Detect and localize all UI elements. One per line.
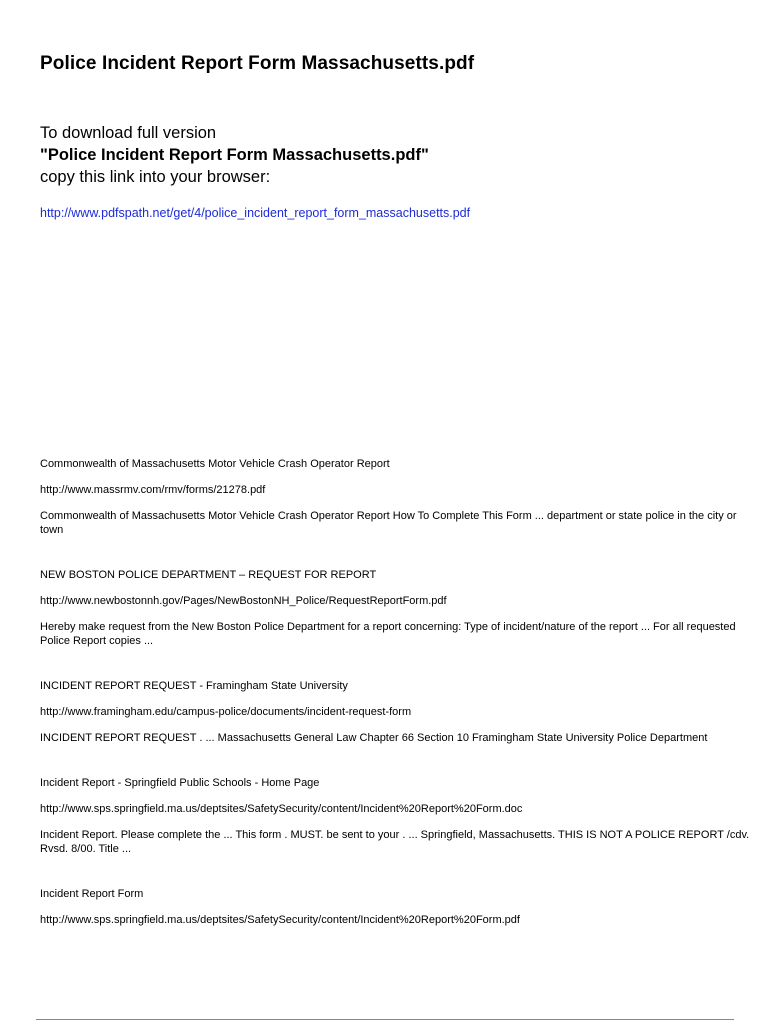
intro-line: To download full version <box>40 124 217 142</box>
result-title: INCIDENT REPORT REQUEST - Framingham State University <box>40 680 348 692</box>
result-title: NEW BOSTON POLICE DEPARTMENT – REQUEST FOR REPORT <box>40 569 377 581</box>
result-description: Incident Report. Please complete the ... This form . MUST. be sent to your . ... Springfield, Massachusetts. THIS IS NOT A POLICE REPORT /cdv. Rvsd. 8/00. Title ... <box>40 829 750 855</box>
result-title: Incident Report Form <box>40 888 144 900</box>
result-url[interactable]: http://www.sps.springfield.ma.us/deptsites/SafetySecurity/content/Incident%20Report%20Form.doc <box>40 803 523 815</box>
result-url[interactable]: http://www.newbostonnh.gov/Pages/NewBostonNH_Police/RequestReportForm.pdf <box>40 595 447 607</box>
result-item <box>40 568 752 648</box>
result-description: Commonwealth of Massachusetts Motor Vehicle Crash Operator Report How To Complete This Form ... department or state police in the city or town <box>40 510 737 536</box>
search-results <box>40 457 752 958</box>
download-link[interactable]: http://www.pdfspath.net/get/4/police_incident_report_form_massachusetts.pdf <box>40 206 471 220</box>
result-item <box>40 457 752 537</box>
result-description: INCIDENT REPORT REQUEST . ... Massachusetts General Law Chapter 66 Section 10 Framingham State University Police Department <box>40 732 708 744</box>
download-intro <box>40 122 429 188</box>
result-item <box>40 679 752 745</box>
result-url[interactable]: http://www.sps.springfield.ma.us/deptsites/SafetySecurity/content/Incident%20Report%20Form.pdf <box>40 914 520 926</box>
result-title: Commonwealth of Massachusetts Motor Vehicle Crash Operator Report <box>40 458 390 470</box>
intro-line: copy this link into your browser: <box>40 168 271 186</box>
page-title: Police Incident Report Form Massachusetts.pdf <box>40 53 475 74</box>
result-item <box>40 887 752 927</box>
result-url[interactable]: http://www.massrmv.com/rmv/forms/21278.pdf <box>40 484 266 496</box>
result-title: Incident Report - Springfield Public Schools - Home Page <box>40 777 320 789</box>
result-url[interactable]: http://www.framingham.edu/campus-police/documents/incident-request-form <box>40 706 412 718</box>
intro-filename: "Police Incident Report Form Massachusetts.pdf" <box>40 146 429 164</box>
footer-divider <box>36 1019 734 1020</box>
result-description: Hereby make request from the New Boston Police Department for a report concerning: Type of incident/nature of the report ... For all requested Police Report copies ... <box>40 621 736 647</box>
result-item <box>40 776 752 856</box>
